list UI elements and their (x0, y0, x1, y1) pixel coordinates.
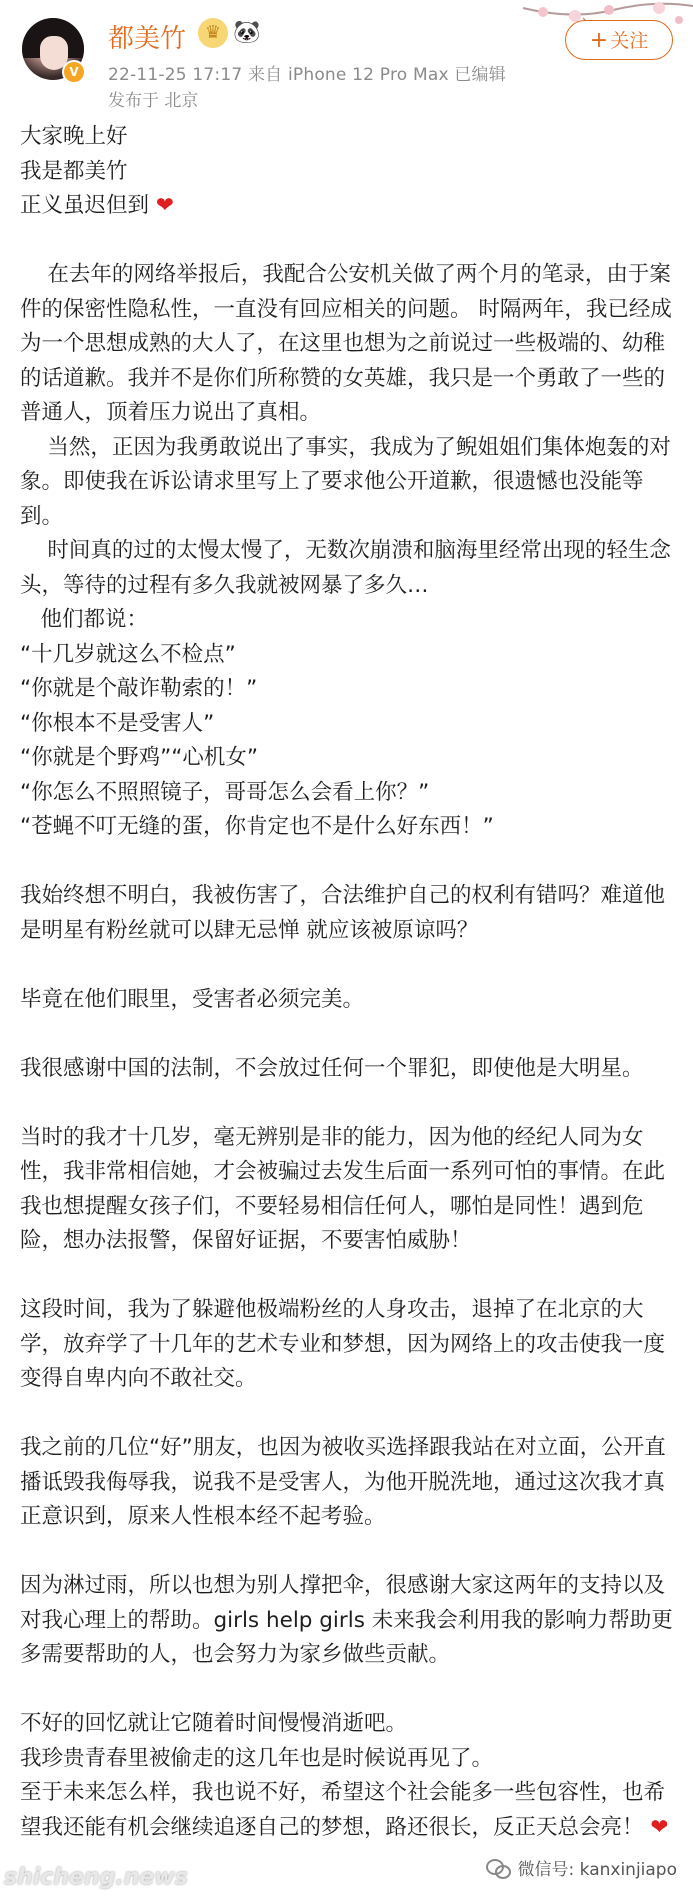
post-body (20, 120, 679, 1845)
paragraph-gap (20, 1259, 679, 1294)
post-paragraph-text: 正义虽迟但到 (20, 193, 150, 218)
post-paragraph-text: 当时的我才十几岁，毫无辨别是非的能力，因为他的经纪人同为女性，我非常相信她，才会被骗过去发生后面一系列可怕的事情。在此我也想提醒女孩子们，不要轻易相信任何人，哪怕是同性！遇到危险，想办法报警，保留好证据，不要害怕威胁！ (20, 1124, 666, 1253)
post-paragraph-text: 在去年的网络举报后，我配合公安机关做了两个月的笔录，由于案件的保密性隐私性，一直没有回应相关的问题。 时隔两年，我已经成为一个思想成熟的大人了，在这里也想为之前说过一些极端的、幼稚的话道歉。我并不是你们所称赞的女英雄，我只是一个勇敢了一些的普通人，顶着压力说出了真相。 (20, 262, 672, 425)
paragraph-gap (20, 1017, 679, 1052)
post-paragraph (20, 707, 679, 742)
paragraph-gap (20, 845, 679, 880)
paragraph-gap (20, 1397, 679, 1432)
post-paragraph (20, 1052, 679, 1087)
post-paragraph (20, 983, 679, 1018)
paragraph-gap (20, 1086, 679, 1121)
follow-button[interactable] (565, 20, 673, 60)
post-paragraph (20, 1121, 679, 1259)
post-paragraph (20, 258, 679, 431)
post-paragraph-text: “十几岁就这么不检点” (20, 641, 236, 667)
post-paragraph (20, 810, 679, 845)
paragraph-gap (20, 1673, 679, 1708)
post-paragraph-text: 大家晚上好 (20, 124, 128, 149)
post-meta-location: 发布于 北京 (108, 91, 199, 111)
post-paragraph (20, 1707, 679, 1742)
post-paragraph (20, 638, 679, 673)
post-paragraph-text: 毕竟在他们眼里，受害者必须完美。 (20, 986, 365, 1012)
post-paragraph (20, 534, 679, 603)
post-paragraph-text: “你根本不是受害人” (20, 710, 215, 736)
heart-icon: ❤ (149, 193, 174, 218)
post-paragraph-text: 他们都说： (20, 607, 149, 632)
post-paragraph (20, 431, 679, 535)
post-paragraph-text: 这段时间，我为了躲避他极端粉丝的人身攻击，退掉了在北京的大学，放弃学了十几年的艺术专业和梦想，因为网络上的攻击使我一度变得自卑内向不敢社交。 (20, 1297, 666, 1391)
heart-icon: ❤ (643, 1814, 669, 1840)
paragraph-gap (20, 224, 679, 259)
post-paragraph-text: 我珍贵青春里被偷走的这几年也是时候说再见了。 (20, 1745, 494, 1771)
post-paragraph-text: “你就是个敲诈勒索的！” (20, 676, 258, 701)
post-paragraph (20, 603, 679, 638)
post-paragraph-text: 我始终想不明白，我被伤害了，合法维护自己的权利有错吗？难道他是明星有粉丝就可以肆无忌惮 就应该被原谅吗？ (20, 883, 666, 943)
wechat-id: 微信号: kanxinjiapo (517, 1860, 677, 1880)
post-paragraph-text: 不好的回忆就让它随着时间慢慢消逝吧。 (20, 1711, 408, 1736)
post-paragraph-text: 时间真的过的太慢太慢了，无数次崩溃和脑海里经常出现的轻生念头，等待的过程有多久我就被网暴了多久… (20, 538, 671, 598)
post-paragraph-text: “你怎么不照照镜子，哥哥怎么会看上你？” (20, 779, 430, 805)
post-paragraph-text: 至于未来怎么样，我也说不好，希望这个社会能多一些包容性，也希望我还能有机会继续追逐自己的梦想，路还很长，反正天总会亮！ (20, 1780, 666, 1840)
panda-icon: 🐼 (233, 20, 261, 45)
post-paragraph (20, 120, 679, 155)
post-meta-time-device: 22-11-25 17:17 来自 iPhone 12 Pro Max 已编辑 (108, 65, 506, 85)
post-paragraph-text: 我是都美竹 (20, 158, 128, 184)
post-paragraph (20, 1431, 679, 1535)
post-paragraph (20, 1742, 679, 1777)
post-paragraph (20, 879, 679, 948)
post-paragraph (20, 1776, 679, 1845)
post-paragraph (20, 741, 679, 776)
post-paragraph (20, 155, 679, 190)
post-paragraph-text: 因为淋过雨，所以也想为别人撑把伞，很感谢大家这两年的支持以及对我心理上的帮助。girls help girls 未来我会利用我的影响力帮助更多需要帮助的人，也会努力为家乡做些贡献。 (20, 1573, 673, 1667)
post-paragraph (20, 189, 679, 224)
post-paragraph (20, 672, 679, 707)
post-paragraph-text: 我之前的几位“好”朋友，也因为被收买选择跟我站在对立面，公开直播诋毁我侮辱我，说我不是受害人，为他开脱洗地，通过这次我才真正意识到，原来人性根本经不起考验。 (20, 1435, 666, 1529)
username[interactable]: 都美竹 (108, 24, 187, 54)
crown-icon: ♛ (198, 18, 228, 48)
post-paragraph-text: “你就是个野鸡”“心机女” (20, 745, 259, 770)
plus-icon: + (589, 28, 609, 53)
wechat-watermark (486, 1855, 677, 1880)
post-paragraph (20, 1293, 679, 1397)
post-paragraph (20, 1569, 679, 1673)
site-watermark: shicheng.news (4, 1865, 188, 1890)
paragraph-gap (20, 1535, 679, 1570)
post-paragraph (20, 776, 679, 811)
follow-label: 关注 (610, 30, 649, 52)
post-paragraph-text: 当然，正因为我勇敢说出了事实，我成为了鲵姐姐们集体炮轰的对象。即使我在诉讼请求里写上了要求他公开道歉，很遗憾也没能等到。 (20, 434, 671, 529)
verified-badge-icon: V (62, 60, 86, 84)
paragraph-gap (20, 948, 679, 983)
post-paragraph-text: “苍蝇不叮无缝的蛋，你肯定也不是什么好东西！” (20, 814, 494, 839)
wechat-icon (486, 1857, 512, 1879)
post-header (0, 0, 693, 120)
post-paragraph-text: 我很感谢中国的法制，不会放过任何一个罪犯，即使他是大明星。 (20, 1055, 644, 1081)
